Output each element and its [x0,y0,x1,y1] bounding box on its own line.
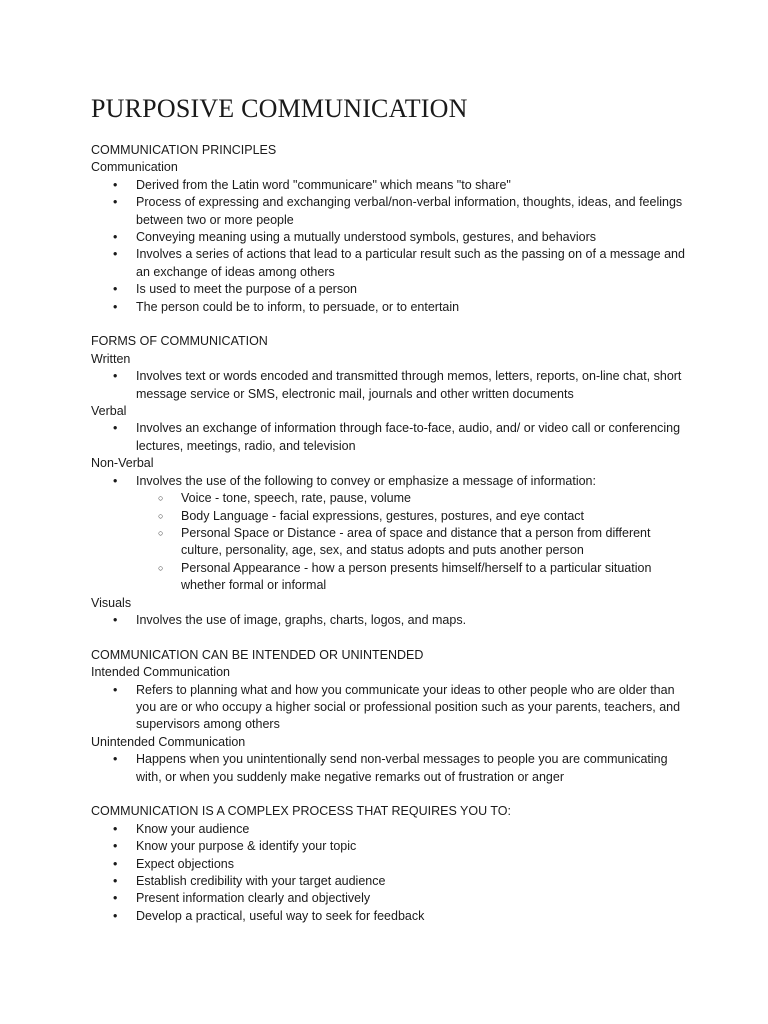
section-intended-unintended [91,647,691,786]
sub-heading-intended: Intended Communication [91,665,230,680]
bullet-list [91,682,691,734]
section-communication-principles [91,142,691,316]
list-item [91,473,691,595]
sub-heading-written: Written [91,351,131,366]
list-item-text: Involves the use of the following to convey or emphasize a message of information: [136,473,596,488]
list-item: • Involves an exchange of information through face-to-face, audio, and/ or video call or conferencing lectures, meetings, radio, and television [91,420,691,455]
section-heading: COMMUNICATION IS A COMPLEX PROCESS THAT REQUIRES YOU TO: [91,804,511,819]
sub-heading-unintended: Unintended Communication [91,734,246,749]
list-item: • Expect objections [91,856,691,873]
bullet-list [91,473,691,595]
page-title: PURPOSIVE COMMUNICATION [91,94,468,123]
list-item: • Establish credibility with your target audience [91,873,691,890]
bullet-list [91,612,691,629]
list-item: • Know your audience [91,821,691,838]
sub-list-item: ○ Voice - tone, speech, rate, pause, volume [136,490,691,507]
list-item: • Refers to planning what and how you communicate your ideas to other people who are older than you are or who occupy a higher social or professional position such as your parents, teachers, and supervisors among others [91,682,691,734]
list-item: • Know your purpose & identify your topic [91,838,691,855]
section-complex-process [91,803,691,925]
section-forms-of-communication [91,333,691,629]
list-item: • The person could be to inform, to persuade, or to entertain [91,299,691,316]
list-item: • Present information clearly and objectively [91,890,691,907]
bullet-list [91,751,691,786]
list-item: • Happens when you unintentionally send non-verbal messages to people you are communicating with, or when you suddenly make negative remarks out of frustration or anger [91,751,691,786]
section-heading: FORMS OF COMMUNICATION [91,334,268,349]
list-item: • Derived from the Latin word "communicare" which means "to share" [91,177,691,194]
list-item: • Involves text or words encoded and transmitted through memos, letters, reports, on-line chat, short message service or SMS, electronic mail, journals and other written documents [91,368,691,403]
list-item: • Develop a practical, useful way to seek for feedback [91,908,691,925]
list-item: • Involves a series of actions that lead to a particular result such as the passing on of a message and an exchange of ideas among others [91,246,691,281]
sub-heading: Communication [91,160,178,175]
bullet-list [91,368,691,403]
bullet-list [91,177,691,316]
sub-list-item: ○ Body Language - facial expressions, gestures, postures, and eye contact [136,508,691,525]
document-body [91,142,691,943]
list-item: • Involves the use of image, graphs, charts, logos, and maps. [91,612,691,629]
sub-heading-verbal: Verbal [91,404,127,419]
section-heading: COMMUNICATION CAN BE INTENDED OR UNINTENDED [91,647,424,662]
bullet-list [91,821,691,925]
bullet-list [91,420,691,455]
sub-heading-non-verbal: Non-Verbal [91,456,154,471]
sub-list-item: ○ Personal Appearance - how a person presents himself/herself to a particular situation whether formal or informal [136,560,691,595]
list-item: • Is used to meet the purpose of a person [91,281,691,298]
section-heading: COMMUNICATION PRINCIPLES [91,143,277,157]
sub-heading-visuals: Visuals [91,595,132,610]
sub-list-item: ○ Personal Space or Distance - area of space and distance that a person from different culture, personality, age, sex, and status adopts and puts another person [136,525,691,560]
list-item: • Process of expressing and exchanging verbal/non-verbal information, thoughts, ideas, and feelings between two or more people [91,194,691,229]
list-item: • Conveying meaning using a mutually understood symbols, gestures, and behaviors [91,229,691,246]
sub-bullet-list [136,490,691,594]
